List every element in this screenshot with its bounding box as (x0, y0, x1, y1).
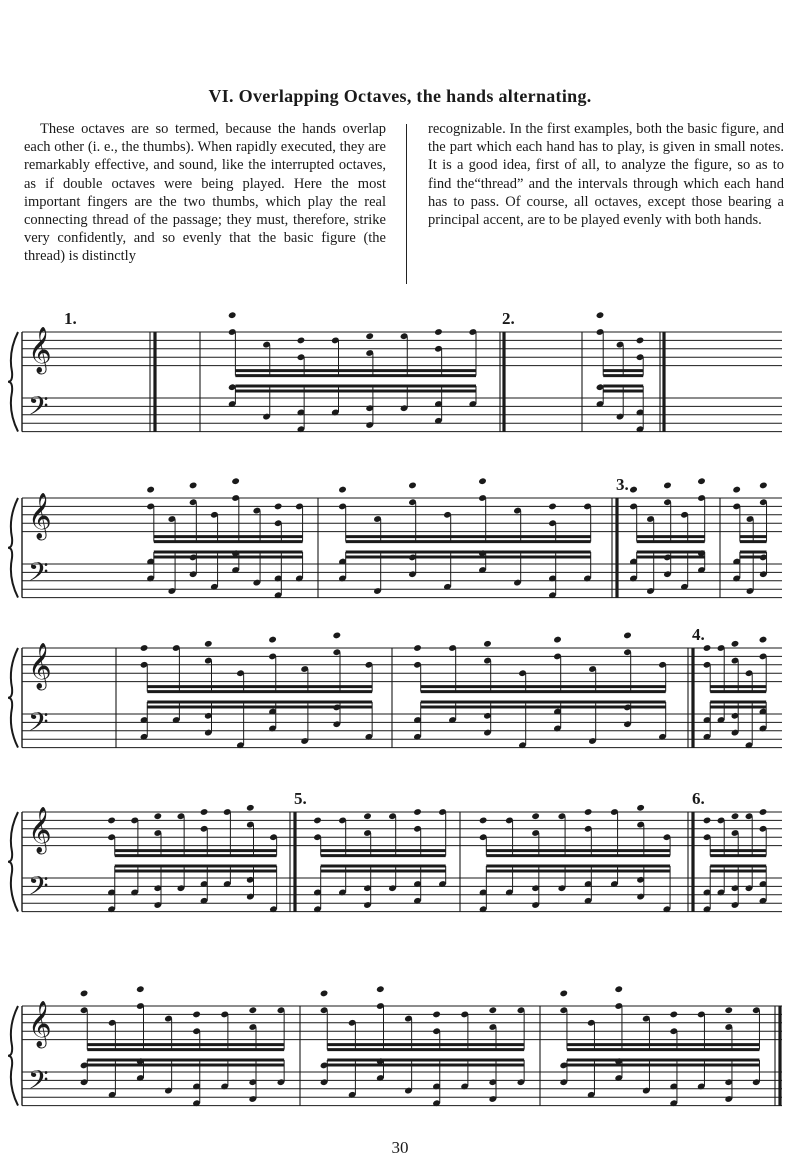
note-head (731, 640, 740, 648)
note-head (479, 817, 488, 825)
text-column-left (24, 120, 386, 266)
example-number: 3. (616, 475, 629, 494)
brace (8, 648, 18, 748)
page-number: 30 (391, 1138, 409, 1157)
note-head (332, 632, 341, 640)
example-number: 2. (502, 309, 515, 328)
note-head (413, 644, 422, 652)
intro-paragraph-left: These octaves are so termed, because the hands overlap each other (i. e., the thumbs). When rapidly executed, they are remarkably effective, and sound, like the interrupted octaves, as if double octaves were being played. Here the most important fingers are the two thumbs, which play the real connecting thread of the passage; they must, therefore, strike very confidently, and so evenly that the basic figure (the thread) is distinctly (24, 121, 386, 265)
note-head (697, 477, 706, 485)
note-head (413, 808, 422, 816)
note-head (153, 812, 162, 820)
brace (8, 812, 18, 912)
note-head (759, 482, 768, 490)
note-head (140, 644, 149, 652)
note-head (669, 1011, 678, 1019)
note-head (204, 640, 213, 648)
example-number: 4. (692, 625, 705, 644)
bass-clef: 𝄢 (28, 556, 49, 594)
treble-clef: 𝄞 (28, 643, 52, 689)
note-head (703, 644, 712, 652)
note-head (297, 337, 306, 345)
note-head (200, 808, 209, 816)
treble-clef: 𝄞 (28, 493, 52, 539)
note-head (365, 332, 374, 340)
treble-clef: 𝄞 (28, 1001, 52, 1047)
intro-paragraph-right: recognizable. In the first examples, both the basic figure, and the part which each hand has to play, is given in small notes. It is a good idea, first of all, to analyze the figure, so as to find the“thread” and the intervals through which each hand has to pass. Of course, all octaves, except those bearing a principal accent, are to be played evenly with both hands. (428, 121, 784, 229)
bass-clef: 𝄢 (28, 1064, 49, 1102)
note-head (584, 808, 593, 816)
note-head (483, 640, 492, 648)
note-head (432, 1011, 441, 1019)
note-head (228, 311, 237, 319)
column-divider (406, 124, 407, 284)
note-head (636, 804, 645, 812)
note-head (146, 486, 155, 494)
note-head (732, 486, 741, 494)
note-head (596, 311, 605, 319)
note-head (192, 1011, 201, 1019)
note-head (320, 990, 329, 998)
note-head (231, 477, 240, 485)
note-head (629, 486, 638, 494)
note-head (553, 636, 562, 644)
note-head (434, 328, 443, 336)
bass-clef: 𝄢 (28, 870, 49, 908)
score-system (8, 789, 782, 913)
music-score (0, 300, 800, 1135)
score-systems (8, 309, 782, 1107)
note-head (663, 482, 672, 490)
section-heading: VI. Overlapping Octaves, the hands alternating. (208, 86, 592, 106)
note-head (559, 990, 568, 998)
note-head (80, 990, 89, 998)
note-head (107, 817, 116, 825)
example-number: 1. (64, 309, 77, 328)
note-head (338, 486, 347, 494)
score-system (8, 625, 782, 749)
note-head (408, 482, 417, 490)
brace (8, 332, 18, 432)
note-head (268, 636, 277, 644)
note-head (731, 812, 740, 820)
note-head (376, 985, 385, 993)
brace (8, 498, 18, 598)
score-system (8, 985, 782, 1107)
bass-clef: 𝄢 (28, 390, 49, 428)
note-head (189, 482, 198, 490)
note-head (759, 808, 768, 816)
note-head (531, 812, 540, 820)
score-system (8, 475, 782, 599)
note-head (548, 503, 557, 511)
note-head (136, 985, 145, 993)
treble-clef: 𝄞 (28, 807, 52, 853)
note-head (248, 1006, 257, 1014)
note-head (724, 1006, 733, 1014)
bass-clef: 𝄢 (28, 706, 49, 744)
note-head (246, 804, 255, 812)
note-head (623, 632, 632, 640)
note-head (636, 337, 645, 345)
note-head (363, 812, 372, 820)
note-head (759, 636, 768, 644)
score-system (8, 309, 782, 433)
text-column-right (428, 120, 784, 229)
note-head (274, 503, 283, 511)
note-head (614, 985, 623, 993)
note-head (488, 1006, 497, 1014)
treble-clef: 𝄞 (28, 327, 52, 373)
example-number: 6. (692, 789, 705, 808)
note-head (313, 817, 322, 825)
example-number: 5. (294, 789, 307, 808)
brace (8, 1006, 18, 1106)
note-head (478, 477, 487, 485)
note-head (703, 817, 712, 825)
